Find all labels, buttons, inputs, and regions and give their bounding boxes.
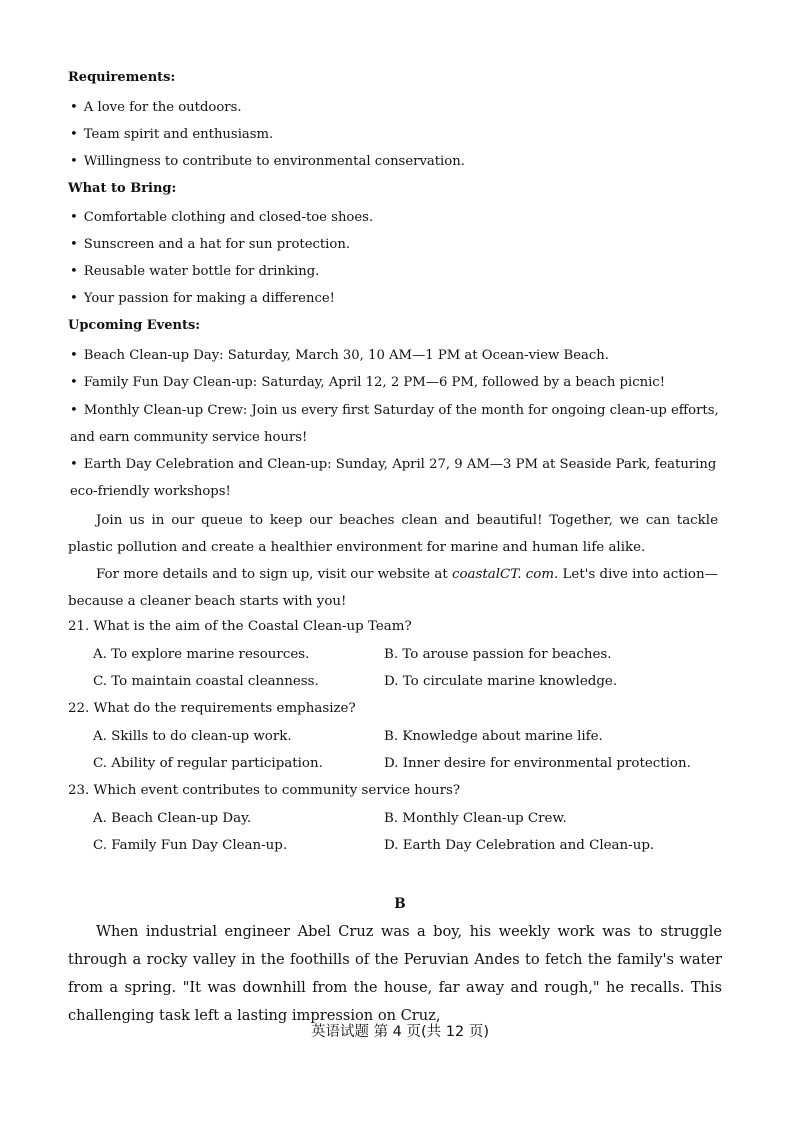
closing-paragraph: Join us in our queue to keep our beaches clean and beautiful! Together, we can tackle plastic pollution and create a healthier environment for marine and human life alike. bbox=[68, 513, 718, 555]
event-item: • Family Fun Day Clean-up: Saturday, April 12, 2 PM—6 PM, followed by a beach picnic! bbox=[70, 375, 665, 390]
question-23-option-c: C. Family Fun Day Clean-up. bbox=[93, 838, 288, 853]
section-b-heading: B bbox=[394, 896, 406, 912]
question-22-option-c: C. Ability of regular participation. bbox=[93, 756, 323, 771]
bring-item: • Your passion for making a difference! bbox=[70, 291, 335, 306]
section-b-passage: When industrial engineer Abel Cruz was a boy, his weekly work was to struggle through a rocky valley in the foothills of the Peruvian Andes to fetch the family's water from a spring. "It was downhill from the house, far away and rough," he recalls. This challenging task left a lasting impression on Cruz, bbox=[68, 923, 722, 1024]
bring-item: • Reusable water bottle for drinking. bbox=[70, 264, 320, 279]
event-item: • Beach Clean-up Day: Saturday, March 30, 10 AM—1 PM at Ocean-view Beach. bbox=[70, 348, 609, 363]
question-21-option-d: D. To circulate marine knowledge. bbox=[384, 674, 618, 689]
requirements-item: • Team spirit and enthusiasm. bbox=[70, 127, 274, 142]
question-23-option-a: A. Beach Clean-up Day. bbox=[93, 811, 252, 826]
bring-item: • Sunscreen and a hat for sun protection. bbox=[70, 237, 351, 252]
requirements-heading: Requirements: bbox=[68, 70, 176, 85]
bring-item: • Comfortable clothing and closed-toe shoes. bbox=[70, 210, 374, 225]
what-to-bring-heading: What to Bring: bbox=[68, 181, 177, 196]
requirements-item: • A love for the outdoors. bbox=[70, 100, 242, 115]
question-21-stem: 21. What is the aim of the Coastal Clean-up Team? bbox=[68, 619, 412, 634]
question-22-option-b: B. Knowledge about marine life. bbox=[384, 729, 603, 744]
question-22-option-a: A. Skills to do clean-up work. bbox=[93, 729, 292, 744]
question-23-option-b: B. Monthly Clean-up Crew. bbox=[384, 811, 567, 826]
question-23-option-d: D. Earth Day Celebration and Clean-up. bbox=[384, 838, 655, 853]
upcoming-events-heading: Upcoming Events: bbox=[68, 318, 201, 333]
question-22-stem: 22. What do the requirements emphasize? bbox=[68, 701, 356, 716]
question-21-option-c: C. To maintain coastal cleanness. bbox=[93, 674, 319, 689]
signup-paragraph: For more details and to sign up, visit our website at coastalCT. com. Let's dive into action—because a cleaner beach starts with you! bbox=[68, 567, 718, 609]
question-21-option-a: A. To explore marine resources. bbox=[93, 647, 310, 662]
website-link[interactable]: coastalCT. com. bbox=[451, 567, 559, 582]
requirements-item: • Willingness to contribute to environmental conservation. bbox=[70, 154, 465, 169]
event-item: • Monthly Clean-up Crew: Join us every first Saturday of the month for ongoing clean-up efforts, and earn community service hours! bbox=[70, 403, 719, 445]
question-21-option-b: B. To arouse passion for beaches. bbox=[384, 647, 612, 662]
event-item: • Earth Day Celebration and Clean-up: Sunday, April 27, 9 AM—3 PM at Seaside Park, featuring eco-friendly workshops! bbox=[70, 457, 717, 499]
page-footer: 英语试题 第 4 页(共 12 页) bbox=[310, 1024, 490, 1040]
question-23-stem: 23. Which event contributes to community service hours? bbox=[68, 783, 461, 798]
question-22-option-d: D. Inner desire for environmental protection. bbox=[384, 756, 691, 771]
